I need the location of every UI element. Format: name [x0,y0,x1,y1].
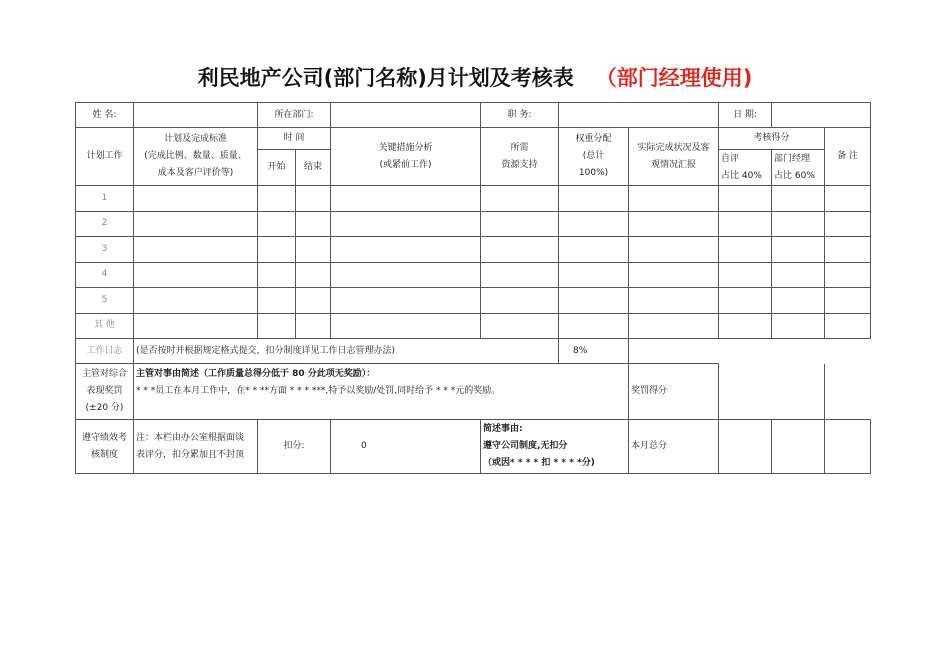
cell-self-score[interactable] [719,237,772,263]
cell-measures[interactable] [331,186,481,212]
cell-self-score[interactable] [719,313,772,339]
work-log-row [76,339,871,364]
row-other-label: 其 他 [76,313,134,339]
cell-self-score[interactable] [719,262,772,288]
compliance-label: 遵守绩效考 核制度 [76,420,134,474]
cell-standard[interactable] [134,237,258,263]
title-note: （部门经理使用) [595,66,753,90]
cell-resources[interactable] [481,313,559,339]
cell-resources[interactable] [481,186,559,212]
table-row [76,237,871,263]
total-score-cell[interactable] [719,420,772,474]
cell-weight[interactable] [559,313,629,339]
header-resources: 所需 资源支持 [481,128,559,186]
cell-manager-score[interactable] [772,288,825,314]
position-field[interactable] [559,103,719,128]
table-row [76,262,871,288]
cell-measures[interactable] [331,262,481,288]
cell-manager-score[interactable] [772,313,825,339]
cell-remarks[interactable] [825,288,871,314]
cell-actual[interactable] [629,186,719,212]
reason-line1: 遵守公司制度,无扣分 [483,441,568,451]
header-score: 考核得分 [719,128,825,150]
cell-remarks[interactable] [825,211,871,237]
cell-self-score[interactable] [719,288,772,314]
cell-actual[interactable] [629,237,719,263]
cell-self-score[interactable] [719,186,772,212]
blank-cell [772,339,825,364]
cell-end[interactable] [296,262,331,288]
row-number: 5 [76,288,134,314]
cell-start[interactable] [258,237,296,263]
cell-remarks[interactable] [825,262,871,288]
cell-weight[interactable] [559,262,629,288]
cell-actual[interactable] [629,288,719,314]
header-start: 开始 [258,150,296,186]
cell-measures[interactable] [331,288,481,314]
table-row [76,313,871,339]
table-row [76,211,871,237]
total-score-cell-2[interactable] [772,420,825,474]
header-measures: 关键措施分析 (或紧前工作) [331,128,481,186]
cell-measures[interactable] [331,313,481,339]
compliance-row [76,420,871,474]
cell-manager-score[interactable] [772,186,825,212]
blank-cell [825,339,871,364]
cell-remarks[interactable] [825,313,871,339]
plan-assessment-table [75,102,871,474]
blank-cell [825,364,871,420]
supervisor-label: 主管对综合 表现奖罚 (±20 分) [76,364,134,420]
cell-start[interactable] [258,313,296,339]
title-main: 利民地产公司(部门名称)月计划及考核表 [197,66,574,90]
cell-start[interactable] [258,262,296,288]
cell-manager-score[interactable] [772,262,825,288]
header-remarks: 备 注 [825,128,871,186]
blank-cell [719,339,772,364]
dept-field[interactable] [331,103,481,128]
cell-start[interactable] [258,186,296,212]
cell-resources[interactable] [481,262,559,288]
cell-end[interactable] [296,288,331,314]
cell-resources[interactable] [481,237,559,263]
reward-score-label: 奖罚得分 [629,364,719,420]
cell-self-score[interactable] [719,211,772,237]
supervisor-comment[interactable] [134,364,629,420]
cell-actual[interactable] [629,313,719,339]
cell-end[interactable] [296,313,331,339]
supervisor-heading: 主管对事由简述（工作质量总得分低于 80 分此项无奖励）： [136,369,376,379]
date-label: 日 期: [719,103,772,128]
deduct-value[interactable]: 0 [331,420,481,474]
cell-standard[interactable] [134,262,258,288]
cell-standard[interactable] [134,186,258,212]
compliance-note: 注：本栏由办公室根据面谈 表评分，扣分累加且不封顶 [134,420,258,474]
cell-weight[interactable] [559,186,629,212]
cell-standard[interactable] [134,288,258,314]
cell-end[interactable] [296,186,331,212]
header-row-1 [76,128,871,150]
header-plan-work: 计划工作 [76,128,134,186]
cell-weight[interactable] [559,288,629,314]
reason-title: 简述事由: [483,424,523,434]
blank-cell [719,364,825,420]
cell-remarks[interactable] [825,186,871,212]
cell-start[interactable] [258,211,296,237]
cell-actual[interactable] [629,262,719,288]
supervisor-row [76,364,871,420]
header-end: 结束 [296,150,331,186]
cell-resources[interactable] [481,288,559,314]
header-self-score: 自评 占比 40% [719,150,772,186]
row-number: 4 [76,262,134,288]
work-log-weight: 8% [559,339,629,364]
row-number: 2 [76,211,134,237]
total-score-cell-3[interactable] [825,420,871,474]
date-field[interactable] [772,103,871,128]
position-label: 职 务: [481,103,559,128]
cell-end[interactable] [296,211,331,237]
form-title [0,62,950,92]
total-score-label: 本月总分 [629,420,719,474]
cell-measures[interactable] [331,237,481,263]
cell-weight[interactable] [559,211,629,237]
table-row [76,186,871,212]
cell-remarks[interactable] [825,237,871,263]
row-number: 3 [76,237,134,263]
blank-cell [629,339,719,364]
header-actual: 实际完成状况及客 观情况汇报 [629,128,719,186]
header-weight: 权重分配 (总计 100%) [559,128,629,186]
work-log-label: 工作日志 [76,339,134,364]
reason-line2: （或因* * * * 扣 * * * *分) [483,458,595,468]
cell-measures[interactable] [331,211,481,237]
cell-manager-score[interactable] [772,237,825,263]
header-standard: 计划及完成标准 (完成比例、数量、质量、 成本及客户评价等) [134,128,258,186]
compliance-reason[interactable] [481,420,629,474]
row-number: 1 [76,186,134,212]
table-row [76,288,871,314]
cell-weight[interactable] [559,237,629,263]
cell-actual[interactable] [629,211,719,237]
header-time: 时 间 [258,128,331,150]
cell-end[interactable] [296,237,331,263]
cell-standard[interactable] [134,211,258,237]
cell-resources[interactable] [481,211,559,237]
name-field[interactable] [134,103,258,128]
header-manager-score: 部门经理 占比 60% [772,150,825,186]
dept-label: 所在部门: [258,103,331,128]
info-row [76,103,871,128]
cell-start[interactable] [258,288,296,314]
work-log-text: (是否按时并根据规定格式提交，扣分制度详见工作日志管理办法) [134,339,559,364]
cell-manager-score[interactable] [772,211,825,237]
deduct-label: 扣分: [258,420,331,474]
cell-standard[interactable] [134,313,258,339]
supervisor-text: * * *员工在本月工作中，在* * **方面 * * * ***,特予以奖励/处罚,同时给予 * * *元的奖励。 [136,386,501,396]
name-label: 姓 名: [76,103,134,128]
